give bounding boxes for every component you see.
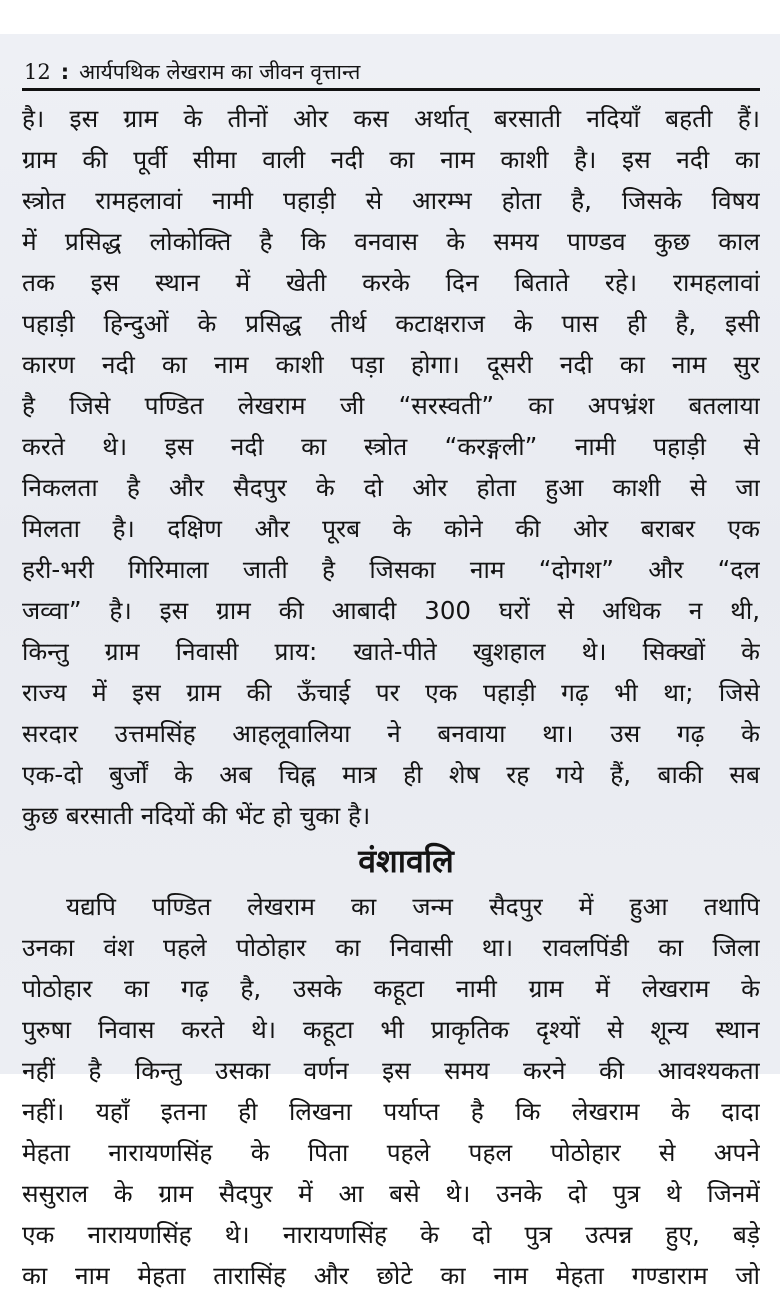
text-line: एक नारायणसिंह थे। नारायणसिंह के दो पुत्र उत्पन्न हुए, बड़े	[22, 1220, 760, 1249]
header-rule	[22, 88, 760, 91]
text-line: नहीं। यहाँ इतना ही लिखना पर्याप्त है कि लेखराम के दादा	[22, 1097, 760, 1126]
text-line: मेहता नारायणसिंह के पिता पहले पहल पोठोहार से अपने	[22, 1138, 760, 1167]
text-line: जव्वा” है। इस ग्राम की आबादी 300 घरों से अधिक न थी,	[22, 596, 760, 625]
running-title: आर्यपथिक लेखराम का जीवन वृत्तान्त	[79, 60, 361, 84]
text-line: कुछ बरसाती नदियों की भेंट हो चुका है।	[22, 801, 371, 830]
text-line: पुरुषा निवास करते थे। कहूटा भी प्राकृतिक दृश्यों से शून्य स्थान	[22, 1015, 760, 1044]
text-line: निकलता है और सैदपुर के दो ओर होता हुआ काशी से जा	[22, 473, 760, 502]
text-line: उनका वंश पहले पोठोहार का निवासी था। रावलपिंडी का जिला	[22, 933, 760, 962]
text-line: है जिसे पण्डित लेखराम जी “सरस्वती” का अपभ्रंश बतलाया	[22, 391, 760, 420]
text-line: ससुराल के ग्राम सैदपुर में आ बसे थे। उनके दो पुत्र थे जिनमें	[22, 1179, 760, 1208]
body-text	[22, 98, 760, 1296]
paragraph-1	[22, 98, 760, 836]
text-line: ग्राम की पूर्वी सीमा वाली नदी का नाम काशी है। इस नदी का	[22, 145, 760, 174]
text-line: किन्तु ग्राम निवासी प्राय: खाते-पीते खुशहाल थे। सिक्खों के	[22, 637, 760, 666]
text-line: में प्रसिद्ध लोकोक्ति है कि वनवास के समय पाण्डव कुछ काल	[22, 227, 760, 256]
text-line: यद्यपि पण्डित लेखराम का जन्म सैदपुर में हुआ तथापि	[66, 892, 760, 921]
text-line: नहीं है किन्तु उसका वर्णन इस समय करने की आवश्यकता	[22, 1056, 760, 1085]
text-line: हरी-भरी गिरिमाला जाती है जिसका नाम “दोगश” और “दल	[22, 555, 760, 584]
text-line: राज्य में इस ग्राम की ऊँचाई पर एक पहाड़ी गढ़ भी था; जिसे	[22, 678, 760, 707]
text-line: स्त्रोत रामहलावां नामी पहाड़ी से आरम्भ होता है, जिसके विषय	[22, 186, 760, 215]
text-line: है। इस ग्राम के तीनों ओर कस अर्थात् बरसाती नदियाँ बहती हैं।	[22, 104, 760, 133]
section-heading: वंशावलि	[358, 842, 454, 880]
paragraph-2	[22, 886, 760, 1296]
text-line: पहाड़ी हिन्दुओं के प्रसिद्ध तीर्थ कटाक्षराज के पास ही है, इसी	[22, 309, 760, 338]
text-line: सरदार उत्तमसिंह आहलूवालिया ने बनवाया था। उस गढ़ के	[22, 719, 760, 748]
running-header	[24, 56, 760, 88]
text-line: तक इस स्थान में खेती करके दिन बिताते रहे। रामहलावां	[22, 268, 760, 297]
text-line: मिलता है। दक्षिण और पूरब के कोने की ओर बराबर एक	[22, 514, 760, 543]
page-number: 12	[24, 60, 51, 84]
text-line: पोठोहार का गढ़ है, उसके कहूटा नामी ग्राम में लेखराम के	[22, 974, 760, 1003]
header-separator: :	[60, 60, 70, 84]
text-line: कारण नदी का नाम काशी पड़ा होगा। दूसरी नदी का नाम सुर	[22, 350, 760, 379]
text-line: करते थे। इस नदी का स्त्रोत “करङ्गली” नामी पहाड़ी से	[22, 432, 760, 461]
text-line: का नाम मेहता तारासिंह और छोटे का नाम मेहता गण्डाराम जो	[22, 1261, 760, 1290]
book-page	[0, 34, 780, 1290]
text-line: एक-दो बुर्जों के अब चिह्न मात्र ही शेष रह गये हैं, बाकी सब	[22, 760, 760, 789]
